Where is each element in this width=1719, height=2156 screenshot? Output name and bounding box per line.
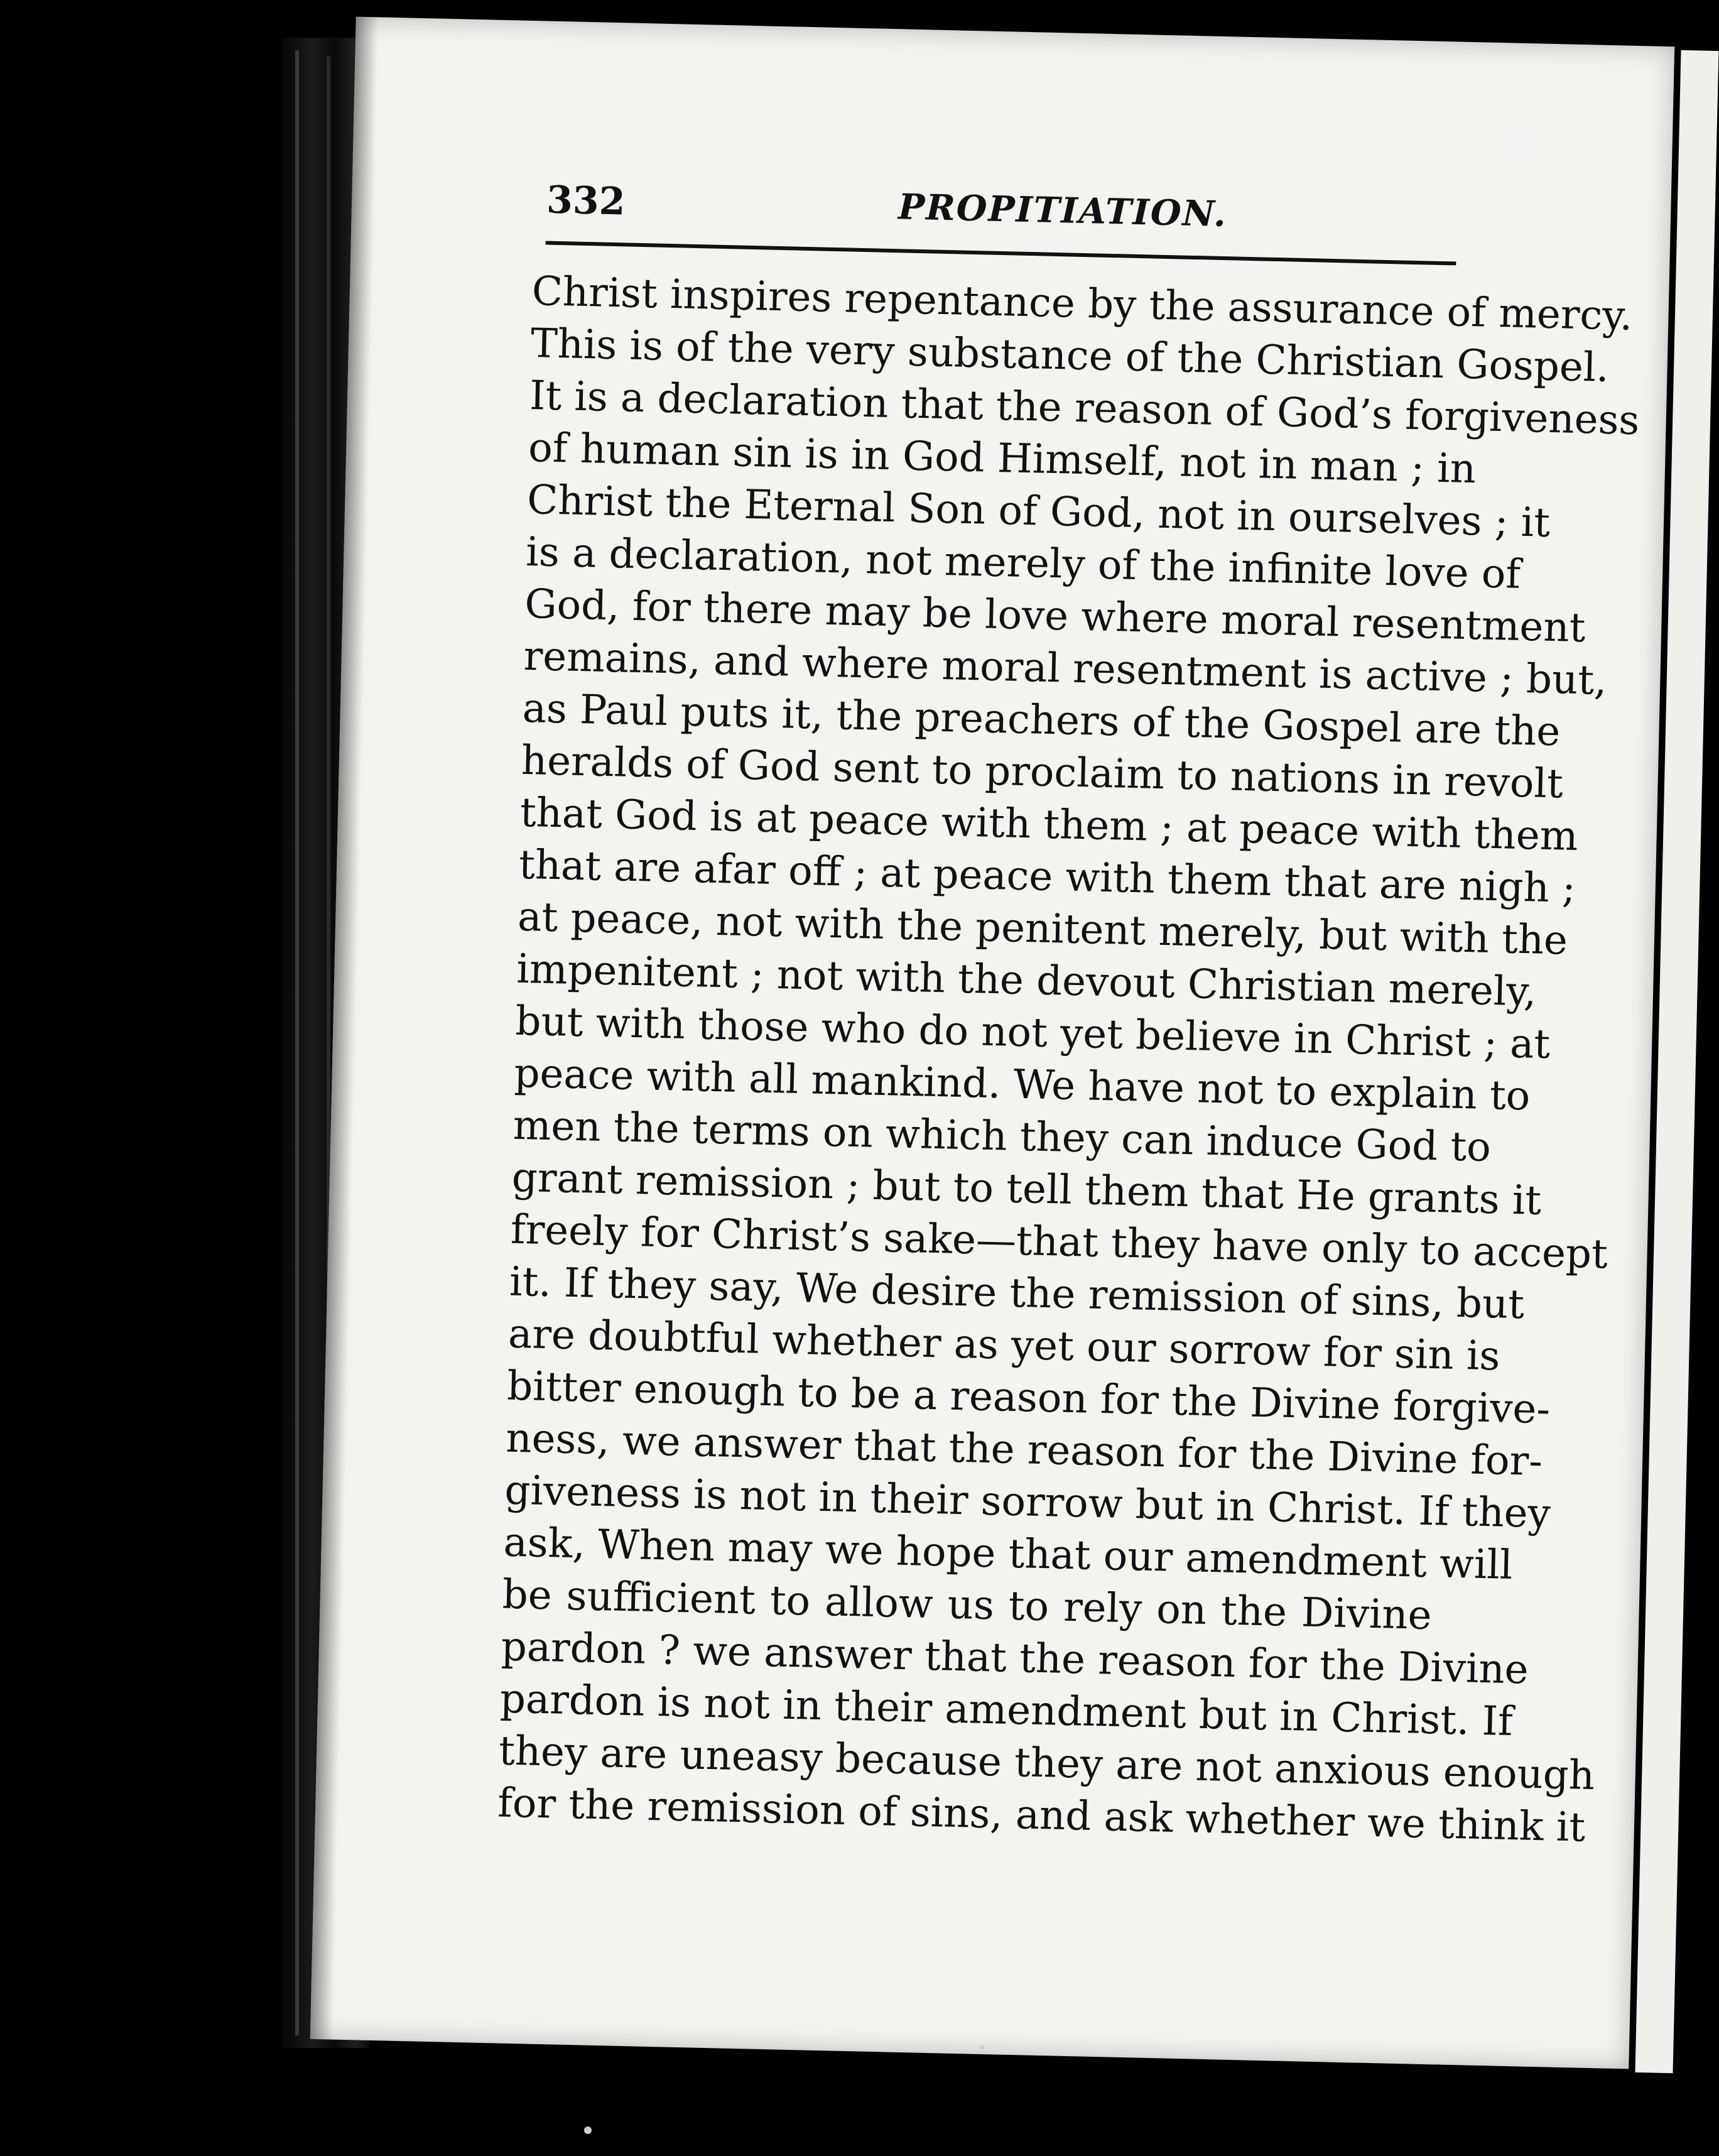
body-line: at peace, not with the penitent merely, but with the bbox=[517, 893, 1568, 964]
body-line: Christ inspires repentance by the assurance of mercy. bbox=[531, 268, 1634, 340]
body-line: bitter enough to be a reason for the Divine forgive- bbox=[506, 1363, 1551, 1434]
body-line: is a declaration, not merely of the infinite love of bbox=[525, 528, 1521, 598]
spine-edge-line bbox=[295, 50, 299, 2035]
body-line: pardon ? we answer that the reason for the Divine bbox=[501, 1623, 1529, 1694]
body-line: It is a declaration that the reason of God’s forgiveness bbox=[529, 373, 1640, 445]
body-line: remains, and where moral resentment is active ; but, bbox=[523, 633, 1608, 705]
body-line: of human sin is in God Himself, not in man ; in bbox=[528, 425, 1477, 493]
scan-speck bbox=[1507, 135, 1532, 153]
scan-speck bbox=[980, 2045, 985, 2050]
body-line: giveness is not in their sorrow but in Christ. If they bbox=[504, 1467, 1551, 1538]
body-line: be sufficient to allow us to rely on the Divine bbox=[502, 1571, 1433, 1640]
body-line: that are afar off ; at peace with them that are nigh ; bbox=[518, 841, 1576, 912]
body-line: grant remission ; but to tell them that He grants it bbox=[511, 1154, 1542, 1224]
body-line: Christ the Eternal Son of God, not in ourselves ; it bbox=[526, 476, 1551, 547]
body-line: as Paul puts it, the preachers of the Gospel are the bbox=[522, 685, 1561, 756]
body-line: for the remission of sins, and ask whether we think it bbox=[497, 1780, 1586, 1851]
body-line: freely for Christ’s sake—that they have only to accept bbox=[510, 1206, 1608, 1278]
body-line: ness, we answer that the reason for the Divine for- bbox=[505, 1415, 1543, 1486]
body-line: they are uneasy because they are not anxious enough bbox=[498, 1728, 1595, 1800]
body-line: but with those who do not yet believe in Christ ; at bbox=[514, 998, 1551, 1069]
page-number: 332 bbox=[546, 178, 626, 224]
body-line: This is of the very substance of the Christian Gospel. bbox=[530, 320, 1610, 391]
body-line: that God is at peace with them ; at peace with them bbox=[519, 789, 1579, 861]
body-text bbox=[497, 266, 1640, 1851]
body-line: ask, When may we hope that our amendment will bbox=[502, 1519, 1514, 1589]
body-line: impenitent ; not with the devout Christian merely, bbox=[516, 945, 1537, 1016]
body-line: God, for there may be love where moral resentment bbox=[524, 580, 1586, 652]
body-line: men the terms on which they can induce God to bbox=[512, 1102, 1492, 1172]
body-line: are doubtful whether as yet our sorrow for sin is bbox=[507, 1310, 1501, 1380]
body-line: heralds of God sent to proclaim to nations in revolt bbox=[521, 737, 1564, 808]
scan-speck bbox=[584, 2126, 592, 2134]
body-line: pardon is not in their amendment but in Christ. If bbox=[499, 1675, 1514, 1746]
running-title: PROPITIATION. bbox=[897, 186, 1228, 236]
body-line: it. If they say, We desire the remission of sins, but bbox=[509, 1258, 1525, 1329]
body-line: peace with all mankind. We have not to explain to bbox=[513, 1050, 1531, 1120]
book-page bbox=[310, 17, 1675, 2069]
